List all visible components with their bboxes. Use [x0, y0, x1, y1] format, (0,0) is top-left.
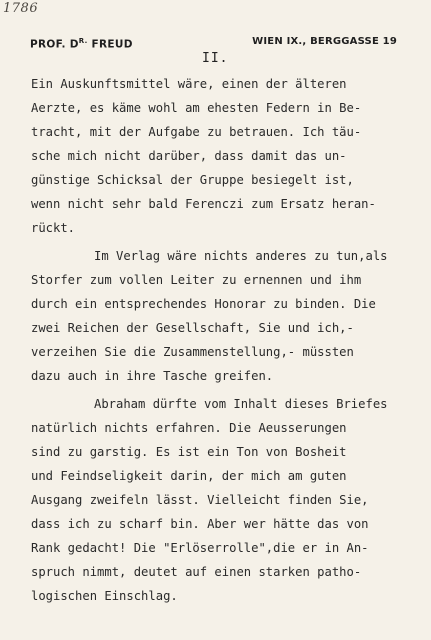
sender-name: FREUD [87, 38, 133, 51]
text-line: tracht, mit der Aufgabe zu betrauen. Ich täu- [31, 125, 362, 139]
text-line: Aerzte, es käme wohl am ehesten Federn in Be- [31, 101, 362, 115]
text-line: und Feindseligkeit darin, der mich am guten [31, 469, 347, 483]
text-line: Abraham dürfte vom Inhalt dieses Briefes [94, 397, 388, 411]
text-line: rückt. [31, 221, 76, 235]
text-line: natürlich nichts erfahren. Die Aeusserungen [31, 421, 347, 435]
text-line: günstige Schicksal der Gruppe besiegelt ist, [31, 173, 354, 187]
text-line: Rank gedacht! Die "Erlöserrolle",die er in An- [31, 541, 369, 555]
text-line: logischen Einschlag. [31, 589, 178, 603]
letterhead-sender [30, 37, 133, 51]
text-line: sind zu garstig. Es ist ein Ton von Bosheit [31, 445, 347, 459]
sender-title-sup: R. [78, 37, 88, 45]
text-line: verzeihen Sie die Zusammenstellung,- müssten [31, 345, 354, 359]
text-line: sche mich nicht darüber, dass damit das un- [31, 149, 347, 163]
text-line: zwei Reichen der Gesellschaft, Sie und ich,- [31, 321, 354, 335]
text-line: Im Verlag wäre nichts anderes zu tun,als [94, 249, 388, 263]
sender-prefix: PROF. D [30, 38, 79, 51]
text-line: spruch nimmt, deutet auf einen starken patho- [31, 565, 362, 579]
page-number: II. [202, 51, 229, 66]
text-line: durch ein entsprechendes Honorar zu binden. Die [31, 297, 376, 311]
text-line: dazu auch in ihre Tasche greifen. [31, 369, 274, 383]
text-line: dass ich zu scharf bin. Aber wer hätte das von [31, 517, 369, 531]
text-line: Ausgang zweifeln lässt. Vielleicht finden Sie, [31, 493, 369, 507]
archive-number: 1786 [3, 1, 39, 16]
text-line: Storfer zum vollen Leiter zu ernennen und ihm [31, 273, 362, 287]
letterhead-address: WIEN IX., BERGGASSE 19 [252, 36, 397, 47]
text-line: Ein Auskunftsmittel wäre, einen der älteren [31, 77, 347, 91]
text-line: wenn nicht sehr bald Ferenczi zum Ersatz heran- [31, 197, 376, 211]
